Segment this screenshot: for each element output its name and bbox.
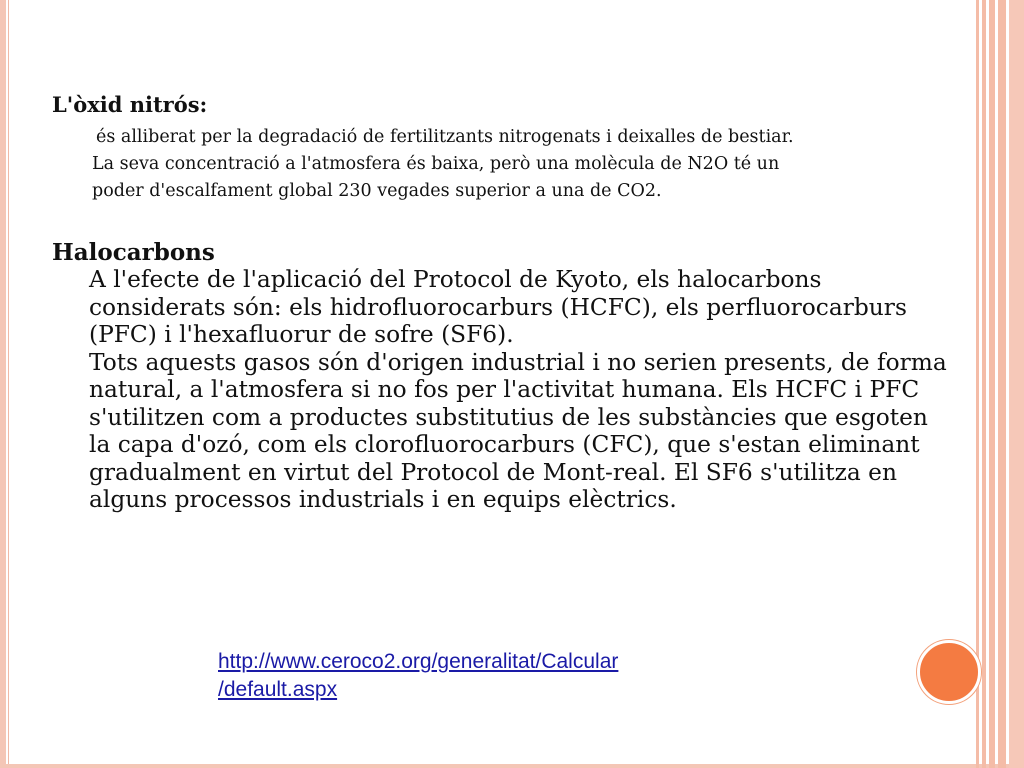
- right-frame-stripe: [998, 0, 1006, 768]
- bottom-frame-border: [0, 764, 1024, 768]
- source-link-line-2: /default.aspx: [218, 678, 338, 701]
- nitrous-oxide-line-2: La seva concentració a l'atmosfera és baixa, però una molècula de N2O té un: [92, 154, 780, 174]
- right-frame-stripe: [1009, 0, 1024, 768]
- source-link-line-1: http://www.ceroco2.org/generalitat/Calcular: [218, 650, 619, 673]
- right-frame-stripe: [989, 0, 995, 768]
- right-frame-stripe: [976, 0, 979, 768]
- slide-content: [52, 92, 947, 514]
- left-frame-line: [8, 0, 9, 768]
- nitrous-oxide-line-3: poder d'escalfament global 230 vegades superior a una de CO2.: [92, 181, 662, 201]
- halocarbons-heading: Halocarbons: [52, 239, 215, 266]
- nitrous-oxide-heading: L'òxid nitrós:: [52, 92, 208, 117]
- left-frame-border: [0, 0, 6, 768]
- right-frame-stripe: [982, 0, 986, 768]
- halocarbons-paragraph-1: A l'efecte de l'aplicació del Protocol de Kyoto, els halocarbons considerats són: els hidrofluorocarburs (HCFC), els perfluorocarburs (PFC) i l'hexafluorur de sofre (SF6).: [89, 266, 907, 348]
- decorative-circle: [917, 640, 981, 704]
- source-link[interactable]: [218, 648, 738, 704]
- nitrous-oxide-line-1: és alliberat per la degradació de fertilitzants nitrogenats i deixalles de bestiar.: [96, 127, 794, 147]
- halocarbons-paragraph-2: Tots aquests gasos són d'origen industrial i no serien presents, de forma natural, a l'atmosfera si no fos per l'activitat humana. Els HCFC i PFC s'utilitzen com a productes substitutius de les substàncies que esgoten la capa d'ozó, com els clorofluorocarburs (CFC), que s'estan eliminant gradualment en virtut del Protocol de Mont-real. El SF6 s'utilitza en alguns processos industrials i en equips elèctrics.: [89, 348, 947, 513]
